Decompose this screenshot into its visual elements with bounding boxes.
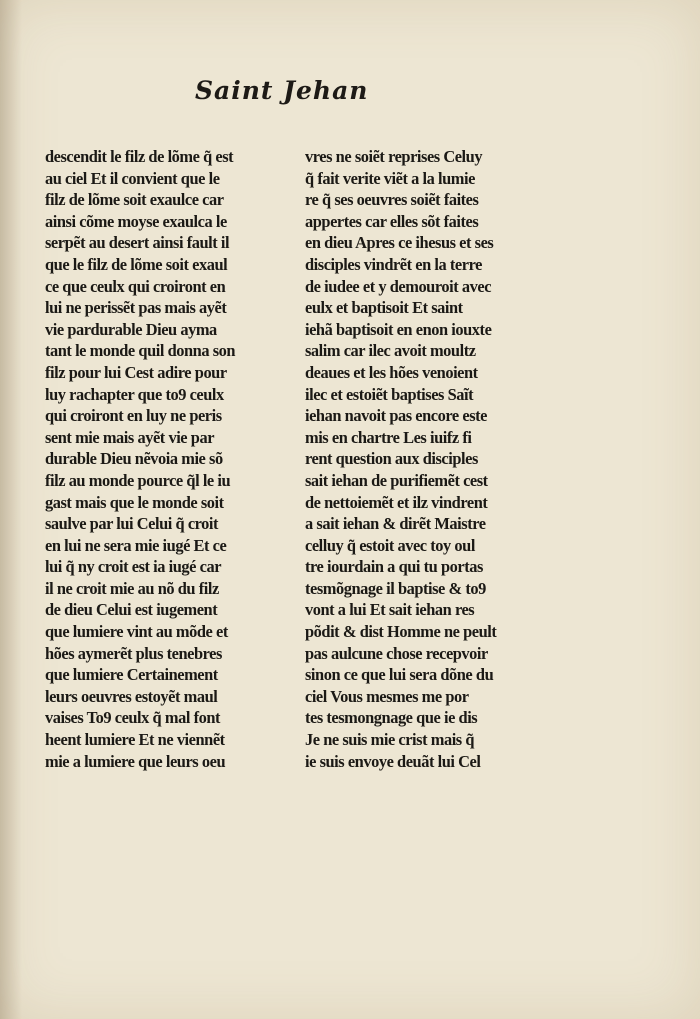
- right-column-line: vont a lui Et sait iehan res: [305, 600, 475, 620]
- right-column-line: Je ne suis mie crist mais q̃: [305, 730, 475, 750]
- right-column-line: pas aulcune chose recepvoir: [305, 643, 488, 663]
- right-column-line: a sait iehan & dirẽt Maistre: [305, 514, 486, 534]
- right-column-line: mis en chartre Les iuifz fi: [305, 427, 472, 447]
- right-column-line: en dieu Apres ce ihesus et ses: [305, 233, 494, 253]
- left-column-line: lui q̃ ny croit est ia iugé car: [45, 557, 222, 577]
- left-column-line: vie pardurable Dieu ayma: [45, 319, 217, 339]
- right-column-line: eulx et baptisoit Et saint: [305, 298, 463, 318]
- left-column-line: vaises To9 ceulx q̃ mal font: [45, 708, 220, 728]
- right-column-line: iehã baptisoit en enon iouxte: [305, 319, 492, 339]
- right-column-line: ciel Vous mesmes me por: [305, 686, 469, 706]
- left-column-line: saulve par lui Celui q̃ croit: [45, 514, 219, 534]
- right-column-line: celluy q̃ estoit avec toy oul: [305, 535, 475, 555]
- left-column-line: lui ne perissẽt pas mais ayẽt: [45, 298, 227, 318]
- right-column-line: q̃ fait verite viẽt a la lumie: [305, 168, 475, 188]
- right-column-line: re q̃ ses oeuvres soiẽt faites: [305, 190, 479, 210]
- left-column-line: heent lumiere Et ne viennẽt: [45, 730, 225, 750]
- left-column-line: serpẽt au desert ainsi fault il: [45, 233, 230, 253]
- left-column-line: durable Dieu nẽvoia mie sõ: [45, 449, 223, 469]
- right-column-line: tes tesmongnage que ie dis: [305, 708, 478, 728]
- left-column-line: tant le monde quil donna son: [45, 341, 236, 361]
- left-column-line: descendit le filz de lõme q̃ est: [45, 147, 234, 166]
- left-column-line: que lumiere Certainement: [45, 665, 218, 685]
- left-column-line: filz au monde pource q̃l le iu: [45, 470, 231, 490]
- left-column-line: luy rachapter que to9 ceulx: [45, 384, 224, 404]
- right-column-line: appertes car elles sõt faites: [305, 211, 479, 231]
- left-column-line: leurs oeuvres estoyẽt maul: [45, 686, 218, 706]
- right-column-line: ilec et estoiẽt baptises Saĩt: [305, 384, 474, 404]
- left-text-column: [45, 146, 267, 772]
- left-column-line: sent mie mais ayẽt vie par: [45, 427, 215, 447]
- left-column-line: filz pour lui Cest adire pour: [45, 362, 227, 382]
- right-column-line: salim car ilec avoit moultz: [305, 341, 476, 361]
- left-column-line: en lui ne sera mie iugé Et ce: [45, 535, 227, 555]
- binding-gutter-shadow: [0, 0, 22, 1019]
- right-column-line: iehan navoit pas encore este: [305, 406, 487, 426]
- right-column-line: põdit & dist Homme ne peult: [305, 622, 497, 642]
- left-column-line: qui croiront en luy ne peris: [45, 406, 222, 426]
- left-column-line: ce que ceulx qui croiront en: [45, 276, 226, 296]
- left-column-line: gast mais que le monde soit: [45, 492, 224, 512]
- right-column-line: ie suis envoye deuãt lui Cel: [305, 751, 481, 771]
- left-column-line: il ne croit mie au nõ du filz: [45, 578, 219, 598]
- right-column-line: tre iourdain a qui tu portas: [305, 557, 483, 577]
- left-column-line: que lumiere vint au mõde et: [45, 622, 228, 642]
- right-column-line: deaues et les hões venoient: [305, 362, 478, 382]
- running-head: Saint Jehan: [195, 76, 369, 105]
- right-column-line: tesmõgnage il baptise & to9: [305, 578, 486, 598]
- left-column-line: hões aymerẽt plus tenebres: [45, 643, 222, 663]
- left-column-line: ainsi cõme moyse exaulca le: [45, 211, 227, 231]
- left-column-line: de dieu Celui est iugement: [45, 600, 218, 620]
- right-text-column: [305, 146, 529, 772]
- right-column-line: rent question aux disciples: [305, 449, 478, 469]
- left-column-line: que le filz de lõme soit exaul: [45, 254, 228, 274]
- left-column-line: mie a lumiere que leurs oeu: [45, 751, 226, 771]
- left-column-line: au ciel Et il convient que le: [45, 168, 220, 188]
- left-column-line: filz de lõme soit exaulce car: [45, 190, 224, 210]
- right-column-line: disciples vindrẽt en la terre: [305, 254, 482, 274]
- right-column-line: de iudee et y demouroit avec: [305, 276, 492, 296]
- right-column-line: sinon ce que lui sera dõne du: [305, 665, 494, 685]
- right-column-line: de nettoiemẽt et ilz vindrent: [305, 492, 488, 512]
- right-column-line: sait iehan de purifiemẽt cest: [305, 470, 488, 490]
- right-column-line: vres ne soiẽt reprises Celuy: [305, 147, 483, 166]
